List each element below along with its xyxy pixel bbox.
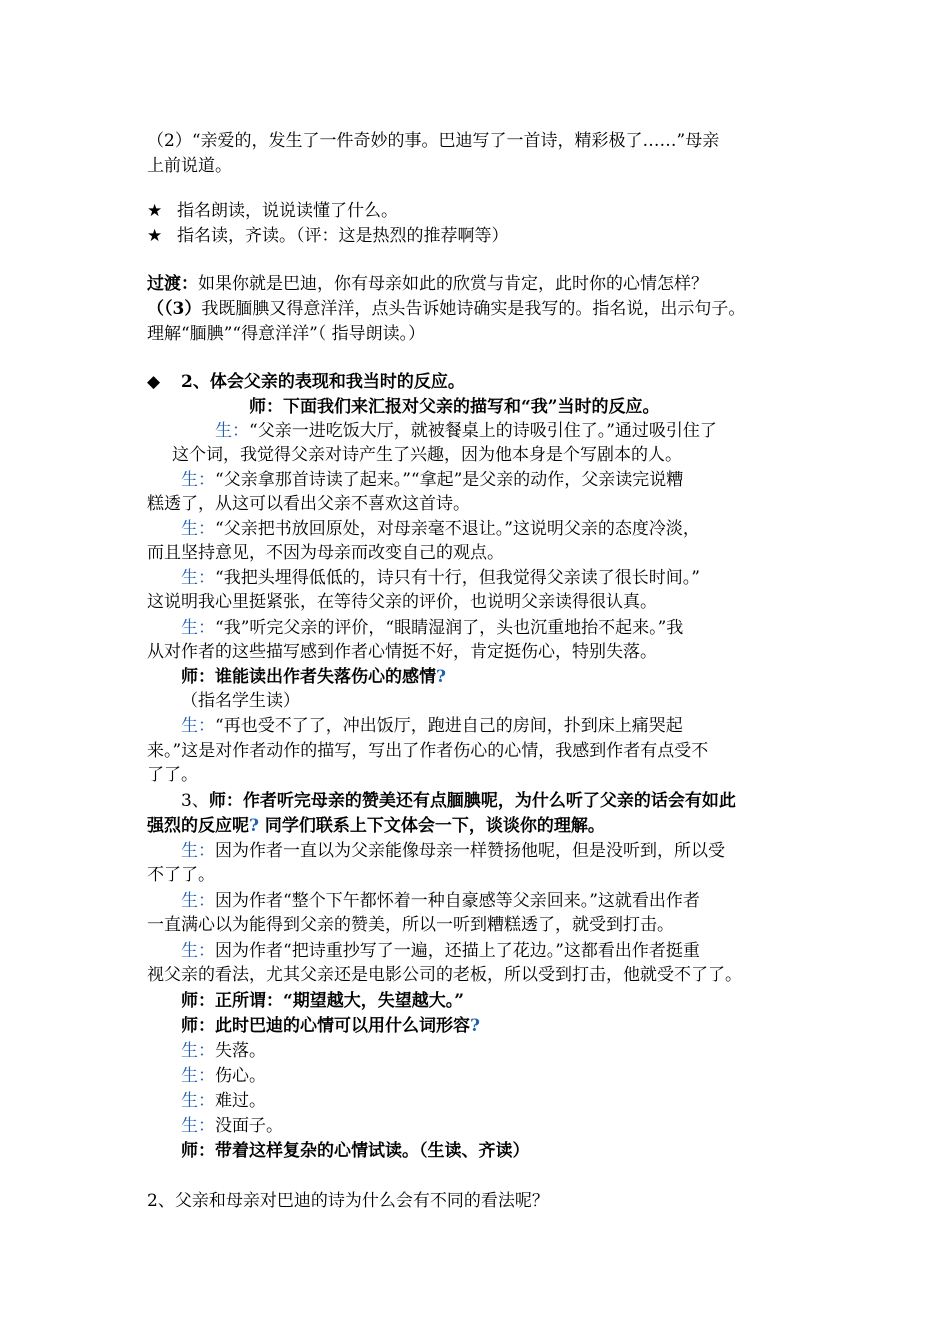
- line-text: 而且坚持意见，不因为母亲而改变自己的观点。: [147, 543, 504, 563]
- paragraph-line: [147, 322, 425, 347]
- student-line: [181, 939, 700, 964]
- student-label: 生：: [181, 941, 215, 961]
- teacher-line: [249, 395, 660, 420]
- note-text: （指名学生读）: [181, 691, 300, 711]
- student-label: 生：: [181, 841, 215, 861]
- line-text: 因为作者一直以为父亲能像母亲一样赞扬他呢，但是没听到，所以受: [215, 841, 725, 861]
- teacher-text: 师：此时巴迪的心情可以用什么词形容: [181, 1016, 470, 1036]
- bullet-text: 指名读，齐读。（评：这是热烈的推荐啊等）: [177, 226, 509, 246]
- paragraph-line: [147, 963, 742, 988]
- student-line: [181, 566, 700, 591]
- teacher-line: [181, 1139, 530, 1164]
- line-text: 来。”这是对作者动作的描写，写出了作者伤心的心情，我感到作者有点受不: [147, 741, 709, 761]
- line-text: “父亲把书放回原处，对母亲毫不退让。”这说明父亲的态度冷淡，: [215, 519, 700, 539]
- line-text: 上前说道。: [147, 156, 232, 176]
- student-answer: [181, 1039, 266, 1064]
- diamond-icon: ◆: [147, 372, 161, 392]
- student-label: 生：: [181, 1091, 215, 1111]
- line-text: 一直满心以为能得到父亲的赞美，所以一听到糟糕透了，就受到打击。: [147, 915, 674, 935]
- line-text: （2）“亲爱的，发生了一件奇妙的事。巴迪写了一首诗，精彩极了……”母亲: [147, 131, 720, 151]
- line-text: “父亲一进吃饭大厅，就被餐桌上的诗吸引住了。”通过吸引住了: [249, 421, 717, 441]
- student-label: 生：: [181, 891, 215, 911]
- section-title: 2、体会父亲的表现和我当时的反应。: [181, 372, 465, 392]
- line-text: 不了了。: [147, 865, 215, 885]
- student-label: 生：: [181, 568, 215, 588]
- answer-text: 伤心。: [215, 1066, 266, 1086]
- student-answer: [181, 1089, 266, 1114]
- paragraph-line: [147, 492, 470, 517]
- line-text: 理解“腼腆”“得意洋洋”（ 指导朗读。）: [147, 324, 426, 344]
- question-text: 师：作者听完母亲的赞美还有点腼腆呢，为什么听了父亲的话会有如此: [208, 791, 736, 811]
- question-text: 同学们联系上下文体会一下，谈谈你的理解。: [258, 816, 605, 836]
- student-label: 生：: [181, 519, 215, 539]
- star-icon: ★: [147, 201, 163, 221]
- line-text: 因为作者“整个下午都怀着一种自豪感等父亲回来。”这就看出作者: [215, 891, 700, 911]
- student-label: 生：: [181, 716, 215, 736]
- paragraph-line: [147, 590, 657, 615]
- question-line: [181, 789, 736, 814]
- answer-text: 失落。: [215, 1041, 266, 1061]
- teacher-line: [181, 665, 446, 690]
- student-answer: [181, 1064, 266, 1089]
- student-label: 生：: [215, 421, 249, 441]
- paragraph-line: [147, 913, 674, 938]
- bullet-text: 指名朗读，说说读懂了什么。: [177, 201, 398, 221]
- bullet-item: [147, 224, 509, 249]
- teacher-line: [181, 989, 464, 1014]
- student-label: 生：: [181, 470, 215, 490]
- line-text: “父亲拿那首诗读了起来。”“拿起”是父亲的动作，父亲读完说糟: [215, 470, 684, 490]
- teacher-text: 师：正所谓：“期望越大，失望越大。”: [181, 991, 465, 1011]
- question-text: 2、父亲和母亲对巴迪的诗为什么会有不同的看法呢？: [147, 1191, 549, 1211]
- question-mark: ?: [436, 667, 446, 687]
- line-text: 糕透了，从这可以看出父亲不喜欢这首诗。: [147, 494, 470, 514]
- answer-text: 难过。: [215, 1091, 266, 1111]
- line-text: “我”听完父亲的评价，“眼睛湿润了，头也沉重地抬不起来。”我: [215, 618, 684, 638]
- student-label: 生：: [181, 1066, 215, 1086]
- paragraph-line: [147, 129, 719, 154]
- bullet-item: [147, 199, 398, 224]
- paragraph-line: [147, 739, 708, 764]
- teacher-text: 师：谁能读出作者失落伤心的感情: [181, 667, 436, 687]
- item-number: （（3）: [147, 299, 202, 319]
- paragraph-line: [172, 443, 682, 468]
- student-line: [215, 419, 717, 444]
- student-line: [181, 517, 700, 542]
- line-text: 因为作者“把诗重抄写了一遍，还描上了花边。”这都看出作者挺重: [215, 941, 700, 961]
- student-answer: [181, 1114, 283, 1139]
- paragraph-line: [147, 763, 198, 788]
- student-label: 生：: [181, 618, 215, 638]
- line-text: “我把头埋得低低的，诗只有十行，但我觉得父亲读了很长时间。”: [215, 568, 700, 588]
- transition-label: 过渡：: [147, 274, 198, 294]
- line-text: 我既腼腆又得意洋洋，点头告诉她诗确实是我写的。指名说，出示句子。: [201, 299, 746, 319]
- teacher-text: 师：下面我们来汇报对父亲的描写和“我”当时的反应。: [249, 397, 660, 417]
- line-text: 视父亲的看法，尤其父亲还是电影公司的老板，所以受到打击，他就受不了了。: [147, 965, 742, 985]
- paragraph-line: [147, 154, 232, 179]
- question-mark: ?: [470, 1016, 480, 1036]
- student-line: [181, 468, 683, 493]
- note-line: [181, 689, 300, 714]
- question-mark: ?: [249, 816, 259, 836]
- line-text: 从对作者的这些描写感到作者心情挺不好，肯定挺伤心，特别失落。: [147, 642, 657, 662]
- question-number: 3、: [181, 791, 209, 811]
- transition-text: 如果你就是巴迪，你有母亲如此的欣赏与肯定，此时你的心情怎样？: [198, 274, 708, 294]
- paragraph-line: [147, 640, 657, 665]
- question-text: 强烈的反应呢: [147, 816, 249, 836]
- section-heading: [147, 370, 465, 395]
- line-text: 了了。: [147, 765, 198, 785]
- answer-text: 没面子。: [215, 1116, 283, 1136]
- paragraph-line: [147, 297, 745, 322]
- question-line: [147, 814, 605, 839]
- teacher-line: [181, 1014, 480, 1039]
- paragraph-line: [147, 541, 504, 566]
- line-text: 这说明我心里挺紧张，在等待父亲的评价，也说明父亲读得很认真。: [147, 592, 657, 612]
- paragraph-line: [147, 863, 215, 888]
- question-line: [147, 1189, 549, 1214]
- teacher-text: 师：带着这样复杂的心情试读。（生读、齐读）: [181, 1141, 530, 1161]
- star-icon: ★: [147, 226, 163, 246]
- student-label: 生：: [181, 1041, 215, 1061]
- student-line: [181, 616, 683, 641]
- line-text: “再也受不了了，冲出饭厅，跑进自己的房间，扑到床上痛哭起: [215, 716, 683, 736]
- line-text: 这个词，我觉得父亲对诗产生了兴趣，因为他本身是个写剧本的人。: [172, 445, 682, 465]
- student-line: [181, 889, 700, 914]
- student-line: [181, 839, 725, 864]
- transition-line: [147, 272, 708, 297]
- student-label: 生：: [181, 1116, 215, 1136]
- student-line: [181, 714, 683, 739]
